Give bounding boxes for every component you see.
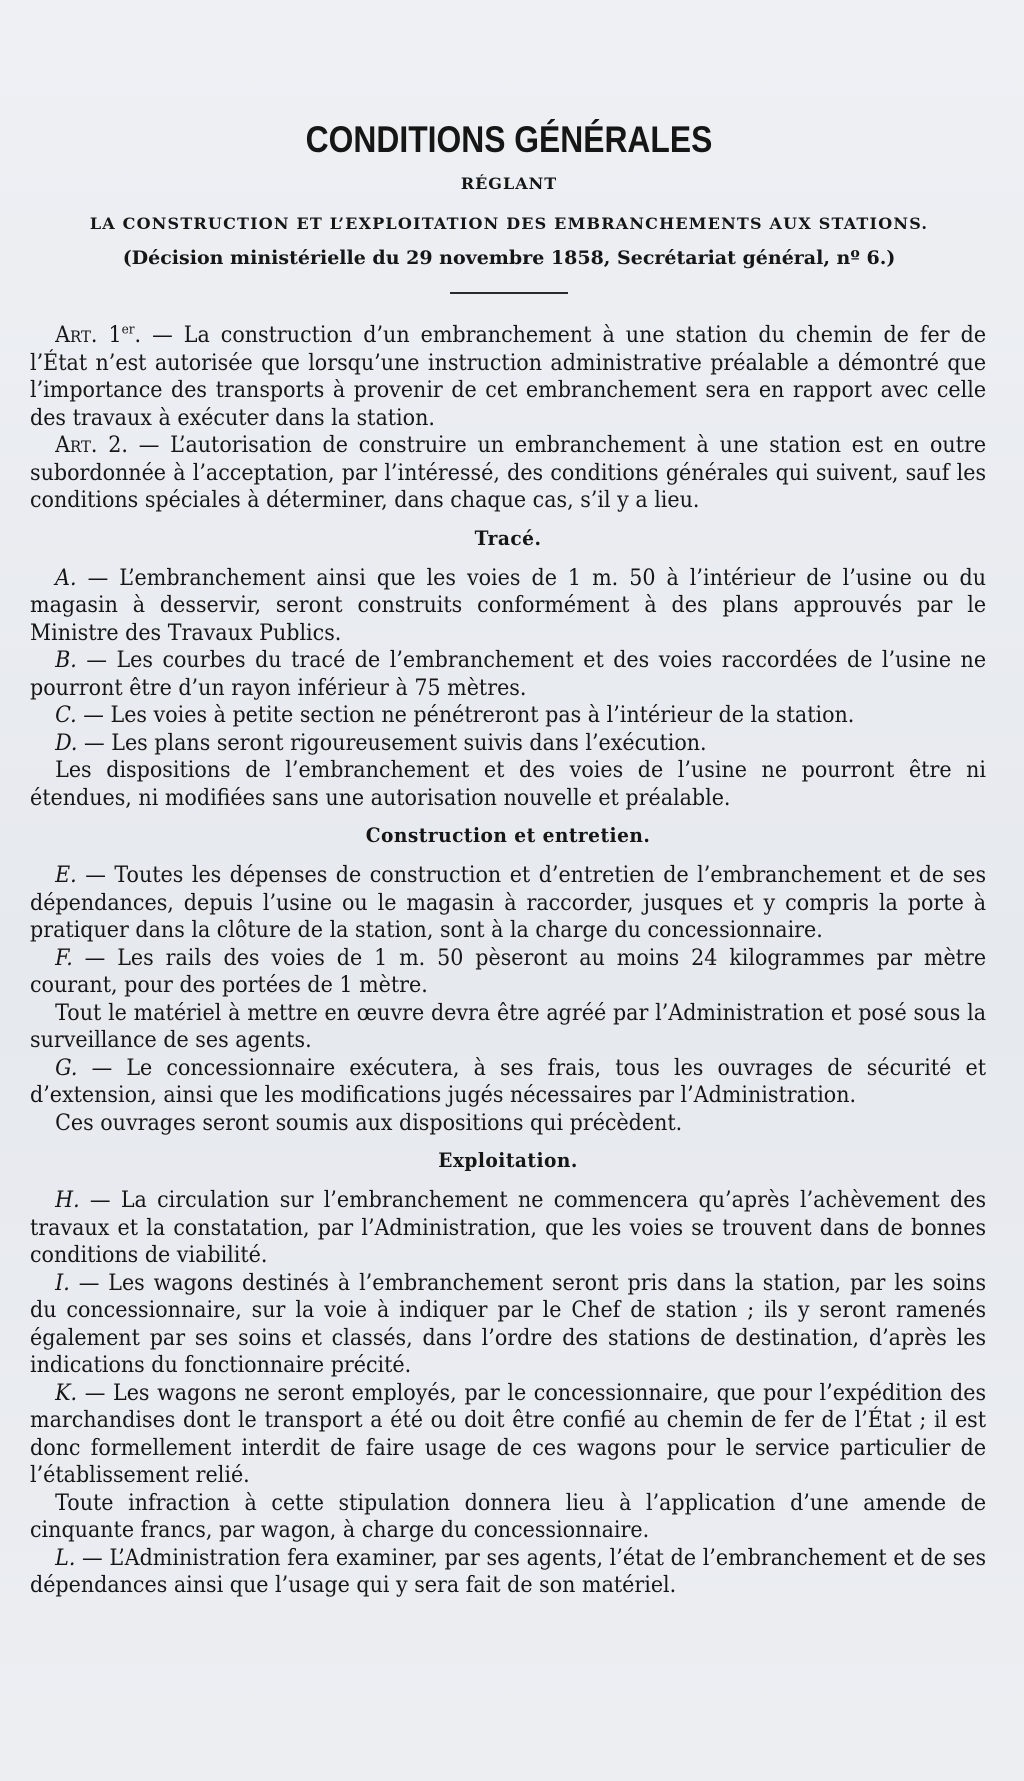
clause-text: — L’Administration fera examiner, par ses agents, l’état de l’embranchement et de ses dépendances ainsi que l’usage qui y sera fait de son matériel. [30, 1544, 987, 1598]
clause-letter: D. [55, 729, 78, 756]
document-decision: (Décision ministérielle du 29 novembre 1858, Secrétariat général, nº 6.) [122, 247, 896, 269]
clause-a [30, 565, 986, 648]
clause-f-continuation [30, 1000, 986, 1055]
clause-letter: E. [55, 862, 77, 888]
article-1 [30, 322, 986, 432]
clause-letter: A. [55, 564, 77, 591]
article-text: . — La construction d’un embranchement à une station du chemin de fer de l’État n’est autorisée que lorsqu’une instruction administrative préalable a démontré que l’importance des transports à provenir de cet embranchement sera en rapport avec celle des travaux à exécuter dans la station. [30, 322, 987, 431]
clause-c [30, 702, 986, 730]
clause-b [30, 647, 986, 702]
clause-k-continuation [30, 1490, 986, 1545]
clause-letter: F. [55, 944, 73, 971]
clause-text: — Les courbes du tracé de l’embranchement et des voies raccordées de l’usine ne pourront être d’un rayon inférieur à 75 mètres. [30, 647, 987, 701]
document-title: CONDITIONS GÉNÉRALES [305, 119, 713, 160]
clause-d-continuation [30, 757, 986, 812]
clause-h [30, 1187, 986, 1270]
clause-g [30, 1055, 986, 1110]
clause-text: — Le concessionnaire exécutera, à ses frais, tous les ouvrages de sécurité et d’extension, ainsi que les modifications jugés nécessaires par l’Administration. [30, 1054, 987, 1108]
article-2 [30, 432, 986, 515]
section-heading-construction: Construction et entretien. [365, 823, 651, 847]
clause-d [30, 730, 986, 758]
clause-letter: K. [55, 1379, 78, 1406]
article-text: . — L’autorisation de construire un embranchement à une station est en outre subordonnée à l’acceptation, par l’intéressé, des conditions générales qui suivent, sauf les conditions spéciales à déterminer, dans chaque cas, s’il y a lieu. [30, 432, 987, 513]
clause-text: Toute infraction à cette stipulation donnera lieu à l’application d’une amende de cinquante francs, par wagon, à charge du concessionnaire. [30, 1489, 987, 1543]
clause-letter: G. [55, 1054, 78, 1081]
clause-text: — Les rails des voies de 1 m. 50 pèseront au moins 24 kilogrammes par mètre courant, pour des portées de 1 mètre. [30, 944, 987, 998]
clause-text: — Toutes les dépenses de construction et d’entretien de l’embranchement et de ses dépendances, depuis l’usine ou le magasin à raccorder, jusques et y compris la porte à pratiquer dans la clôture de la station, sont à la charge du concessionnaire. [30, 862, 987, 943]
clause-letter: I. [55, 1269, 70, 1296]
document-subtitle: RÉGLANT [460, 174, 558, 193]
clause-text: — La circulation sur l’embranchement ne commencera qu’après l’achèvement des travaux et la constatation, par l’Administration, que les voies se trouvent dans de bonnes conditions de viabilité. [30, 1187, 987, 1268]
clause-i [30, 1270, 986, 1380]
clause-text: Tout le matériel à mettre en œuvre devra être agréé par l’Administration et posé sous la surveillance de ses agents. [30, 999, 987, 1053]
clause-e [30, 862, 986, 945]
clause-f [30, 945, 986, 1000]
clause-text: Ces ouvrages seront soumis aux dispositions qui précèdent. [55, 1109, 683, 1136]
document-subject: LA CONSTRUCTION ET L’EXPLOITATION DES EMBRANCHEMENTS AUX STATIONS. [89, 214, 929, 233]
clause-letter: L. [55, 1544, 76, 1571]
clause-text: Les dispositions de l’embranchement et des voies de l’usine ne pourront être ni étendues, ni modifiées sans une autorisation nouvelle et préalable. [30, 757, 987, 811]
clause-k [30, 1380, 986, 1490]
clause-letter: H. [55, 1187, 80, 1213]
clause-text: — Les wagons destinés à l’embranchement seront pris dans la station, par les soins du concessionnaire, sur la voie à indiquer par le Chef de station ; ils y seront ramenés également par ses soins et classés, dans l’ordre des stations de destination, d’après les indications du fonctionnaire précité. [30, 1269, 987, 1378]
clause-letter: C. [55, 702, 77, 728]
document-body [30, 322, 986, 1600]
clause-text: — Les wagons ne seront employés, par le concessionnaire, que pour l’expédition des marchandises dont le transport a été ou doit être confié au chemin de fer de l’État ; il est donc formellement interdit de faire usage de ces wagons pour le service particulier de l’établissement relié. [30, 1379, 987, 1488]
article-label-sup: er [121, 322, 135, 338]
article-label: Art. 1 [55, 322, 122, 348]
article-label: Art. 2 [55, 432, 122, 458]
clause-text: — Les plans seront rigoureusement suivis dans l’exécution. [77, 729, 707, 756]
title-divider [450, 292, 568, 294]
clause-letter: B. [55, 647, 77, 673]
clause-text: — Les voies à petite section ne pénétreront pas à l’intérieur de la station. [76, 702, 855, 728]
section-heading-trace: Tracé. [474, 525, 542, 550]
clause-l [30, 1545, 986, 1600]
clause-text: — L’embranchement ainsi que les voies de 1 m. 50 à l’intérieur de l’usine ou du magasin à desservir, seront construits conformément à des plans approuvés par le Ministre des Travaux Publics. [30, 564, 987, 646]
section-heading-exploitation: Exploitation. [438, 1148, 578, 1172]
clause-g-continuation [30, 1110, 986, 1138]
